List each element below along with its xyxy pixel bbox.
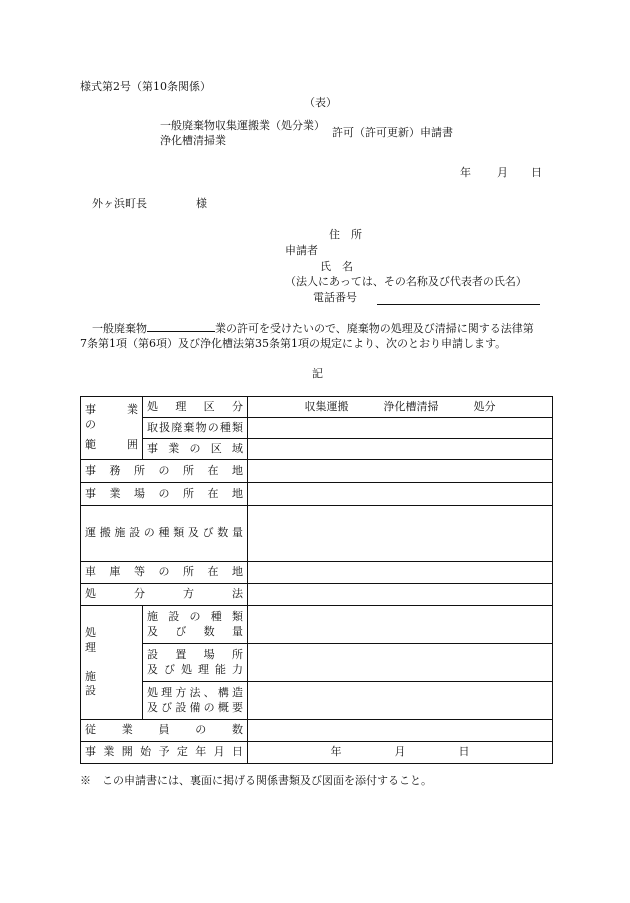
processing-method-label [143,682,248,720]
waste-types-label: 取扱廃棄物の種類 [143,418,248,439]
address-label: 住 所 [329,228,362,241]
row-install-place [81,644,553,682]
start-date-year: 年 [330,745,342,759]
transport-facilities-label: 運搬施設の種類及び数量 [81,506,248,562]
office-location-field[interactable] [248,460,553,483]
row-processing-category [81,397,553,418]
footnote: ※ この申請書には、裏面に掲げる関係書類及び図面を添付すること。 [80,774,432,787]
employees-field[interactable] [248,720,553,742]
row-processing-method [81,682,553,720]
row-start-date [81,742,553,764]
facility-type-field[interactable] [248,606,553,644]
name-label: 氏 名 [320,260,353,273]
row-facility-type [81,606,553,644]
disposal-method-label: 処分方法 [81,584,248,606]
row-disposal-method [81,584,553,606]
business-blank [147,320,215,332]
transport-facilities-field[interactable] [248,506,553,562]
waste-types-field[interactable] [248,418,553,439]
facility-type-line1: 施設の種類 [147,609,243,623]
garage-location-label: 車庫等の所在地 [81,562,248,584]
applicant-label: 申請者 [285,244,318,257]
row-business-area [81,439,553,460]
form-number: 様式第2号（第10条関係） [80,80,211,93]
row-office-location [81,460,553,483]
corporate-note: （法人にあっては、その名称及び代表者の氏名） [285,275,527,288]
body-line1-prefix: 一般廃棄物 [92,322,147,335]
processing-method-line1: 処理方法、構造 [147,685,243,699]
site-location-label: 事業場の所在地 [81,483,248,506]
phone-label: 電話番号 [313,291,357,304]
business-type-line1: 一般廃棄物収集運搬業（処分業） [160,119,325,132]
office-location-label: 事務所の所在地 [81,460,248,483]
body-line1-suffix: 業の許可を受けたいので、廃棄物の処理及び清掃に関する法律第 [215,322,534,335]
start-date-month: 月 [394,745,406,759]
application-title: 許可（許可更新）申請書 [332,126,453,139]
front-mark: （表） [304,96,337,109]
processing-category-values [248,397,553,418]
start-date-day: 日 [458,745,470,759]
facility-type-label [143,606,248,644]
start-date-label: 事業開始予定年月日 [81,742,248,764]
business-area-field[interactable] [248,439,553,460]
install-place-label [143,644,248,682]
facility-label-line1: 処 理 [85,625,129,654]
value-collection-transport: 収集運搬 [304,399,349,413]
addressee-honorific: 様 [196,197,207,210]
date-year: 年 [460,166,471,179]
row-site-location [81,483,553,506]
ki-mark: 記 [312,367,323,380]
business-area-label: 事業の区域 [143,439,248,460]
row-employees [81,720,553,742]
application-table [80,396,553,764]
employees-label: 従業員の数 [81,720,248,742]
value-disposal: 処分 [473,399,496,413]
site-location-field[interactable] [248,483,553,506]
processing-method-line2: 及び設備の概要 [147,700,243,714]
body-line1 [92,320,534,336]
facility-label-cell [81,606,143,720]
row-garage-location [81,562,553,584]
body-line2: 7条第1項（第6項）及び浄化槽法第35条第1項の規定により、次のとおり申請します。 [80,337,507,350]
scope-label-line2: 範 囲 [85,438,138,452]
row-transport-facilities [81,506,553,562]
facility-label-line2: 施 設 [85,669,129,698]
date-day: 日 [531,166,542,179]
processing-method-field[interactable] [248,682,553,720]
install-place-line1: 設置場所 [147,647,243,661]
garage-location-field[interactable] [248,562,553,584]
date-month: 月 [497,166,508,179]
disposal-method-field[interactable] [248,584,553,606]
processing-category-label: 処理区分 [143,397,248,418]
start-date-field[interactable] [248,742,553,764]
value-septic-cleaning: 浄化槽清掃 [383,399,439,413]
install-place-field[interactable] [248,644,553,682]
row-waste-types [81,418,553,439]
facility-type-line2: 及び数量 [147,624,243,638]
install-place-line2: 及び処理能力 [147,662,243,676]
phone-underline [377,293,540,305]
scope-label-line1: 事 業 の [85,402,149,431]
scope-label-cell [81,397,149,460]
addressee-name: 外ヶ浜町長 [92,197,147,210]
business-type-line2: 浄化槽清掃業 [160,134,226,147]
